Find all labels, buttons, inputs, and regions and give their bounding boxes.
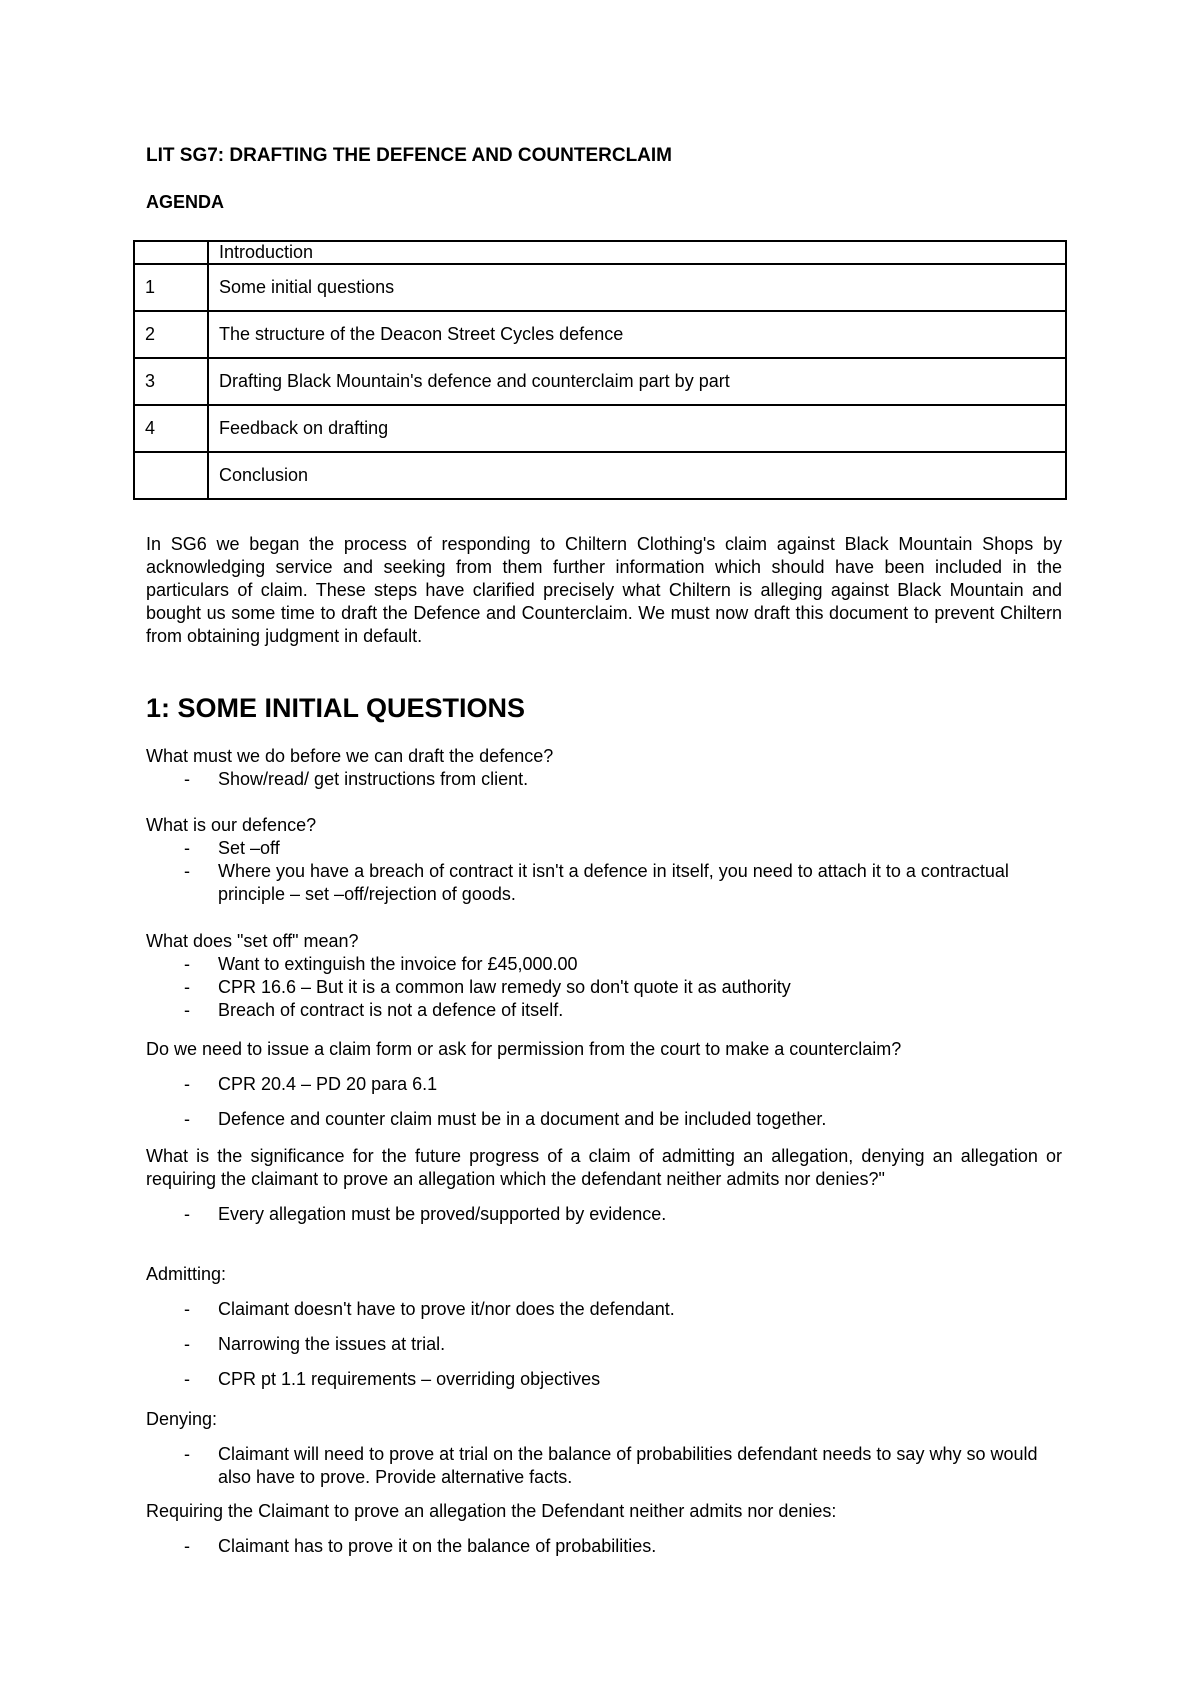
agenda-item: Conclusion (208, 452, 1066, 499)
dash-bullet: - (184, 1000, 190, 1020)
answer-text: CPR pt 1.1 requirements – overriding objectives (218, 1369, 601, 1389)
question: What is the significance for the future progress of a claim of admitting an allegation, denying an allegation or requiring the claimant to prove an allegation which the defendant neither admits nor denies?" (146, 1146, 1062, 1189)
answer-text: Every allegation must be proved/supported by evidence. (218, 1204, 667, 1224)
dash-bullet: - (184, 769, 190, 789)
answer-list (146, 953, 1062, 1022)
question: What is our defence? (146, 815, 317, 835)
answer-list (146, 1535, 1062, 1558)
answer-list (146, 837, 1062, 906)
answer-item (146, 1535, 1062, 1558)
answer-item (146, 976, 1062, 999)
agenda-heading: AGENDA (146, 192, 225, 212)
dash-bullet: - (184, 1074, 190, 1094)
answer-text: Set –off (218, 838, 280, 858)
answer-text: Defence and counter claim must be in a document and be included together. (218, 1109, 827, 1129)
answer-item (146, 1073, 1062, 1096)
section-heading-initial-questions: 1: SOME INITIAL QUESTIONS (146, 693, 526, 723)
agenda-number: 2 (134, 311, 208, 358)
question-block (146, 814, 1062, 906)
question-block (146, 1500, 1062, 1558)
answer-list (146, 1298, 1062, 1391)
agenda-item: Feedback on drafting (208, 405, 1066, 452)
answer-text: CPR 16.6 – But it is a common law remedy so don't quote it as authority (218, 977, 791, 997)
dash-bullet: - (184, 1536, 190, 1556)
question: Do we need to issue a claim form or ask for permission from the court to make a counterclaim? (146, 1039, 902, 1059)
answer-item (146, 1443, 1062, 1489)
question: What does "set off" mean? (146, 931, 359, 951)
answer-item (146, 1368, 1062, 1391)
answer-item (146, 1203, 1062, 1226)
agenda-row (134, 311, 1066, 358)
answer-text: Show/read/ get instructions from client. (218, 769, 529, 789)
answer-text: Claimant has to prove it on the balance of probabilities. (218, 1536, 657, 1556)
dash-bullet: - (184, 1444, 190, 1464)
answer-text: Want to extinguish the invoice for £45,000.00 (218, 954, 578, 974)
agenda-number: 3 (134, 358, 208, 405)
dash-bullet: - (184, 1204, 190, 1224)
answer-text: Narrowing the issues at trial. (218, 1334, 446, 1354)
agenda-number: 1 (134, 264, 208, 311)
dash-bullet: - (184, 838, 190, 858)
dash-bullet: - (184, 954, 190, 974)
question: Admitting: (146, 1264, 227, 1284)
answer-item (146, 768, 1062, 791)
dash-bullet: - (184, 1299, 190, 1319)
agenda-number (134, 452, 208, 499)
dash-bullet: - (184, 977, 190, 997)
agenda-row (134, 405, 1066, 452)
question: Denying: (146, 1409, 218, 1429)
answer-text: CPR 20.4 – PD 20 para 6.1 (218, 1074, 438, 1094)
question-block (146, 1263, 1062, 1391)
answer-item (146, 1333, 1062, 1356)
agenda-item: Introduction (208, 241, 1066, 264)
answer-item (146, 1108, 1062, 1131)
agenda-table (133, 240, 1067, 500)
answer-text: Claimant will need to prove at trial on the balance of probabilities defendant needs to say why so would also have to prove. Provide alternative facts. (218, 1444, 1038, 1487)
question: Requiring the Claimant to prove an allegation the Defendant neither admits nor denies: (146, 1501, 837, 1521)
agenda-row (134, 264, 1066, 311)
dash-bullet: - (184, 861, 190, 881)
question-block (146, 1408, 1062, 1489)
question-block (146, 1145, 1062, 1226)
answer-list (146, 768, 1062, 791)
agenda-row (134, 452, 1066, 499)
question-block (146, 930, 1062, 1022)
answer-list (146, 1073, 1062, 1131)
dash-bullet: - (184, 1334, 190, 1354)
agenda-item: Drafting Black Mountain's defence and counterclaim part by part (208, 358, 1066, 405)
answer-list (146, 1443, 1062, 1489)
dash-bullet: - (184, 1369, 190, 1389)
agenda-number: 4 (134, 405, 208, 452)
answer-item (146, 953, 1062, 976)
agenda-item: Some initial questions (208, 264, 1066, 311)
intro-paragraph: In SG6 we began the process of responding to Chiltern Clothing's claim against Black Mountain Shops by acknowledging service and seeking from them further information which should have been included in the particulars of claim. These steps have clarified precisely what Chiltern is alleging against Black Mountain and bought us some time to draft the Defence and Counterclaim. We must now draft this document to prevent Chiltern from obtaining judgment in default. (146, 534, 1062, 646)
document-title: LIT SG7: DRAFTING THE DEFENCE AND COUNTERCLAIM (146, 145, 673, 166)
question-block (146, 745, 1062, 791)
agenda-row (134, 358, 1066, 405)
answer-text: Breach of contract is not a defence of itself. (218, 1000, 564, 1020)
answer-list (146, 1203, 1062, 1226)
agenda-item: The structure of the Deacon Street Cycles defence (208, 311, 1066, 358)
answer-text: Where you have a breach of contract it isn't a defence in itself, you need to attach it to a contractual principle – set –off/rejection of goods. (218, 861, 1009, 904)
dash-bullet: - (184, 1109, 190, 1129)
answer-item (146, 999, 1062, 1022)
agenda-row (134, 241, 1066, 264)
answer-item (146, 837, 1062, 860)
question-block (146, 1038, 1062, 1131)
answer-item (146, 1298, 1062, 1321)
answer-item (146, 860, 1062, 906)
question: What must we do before we can draft the defence? (146, 746, 554, 766)
agenda-number (134, 241, 208, 264)
answer-text: Claimant doesn't have to prove it/nor does the defendant. (218, 1299, 675, 1319)
